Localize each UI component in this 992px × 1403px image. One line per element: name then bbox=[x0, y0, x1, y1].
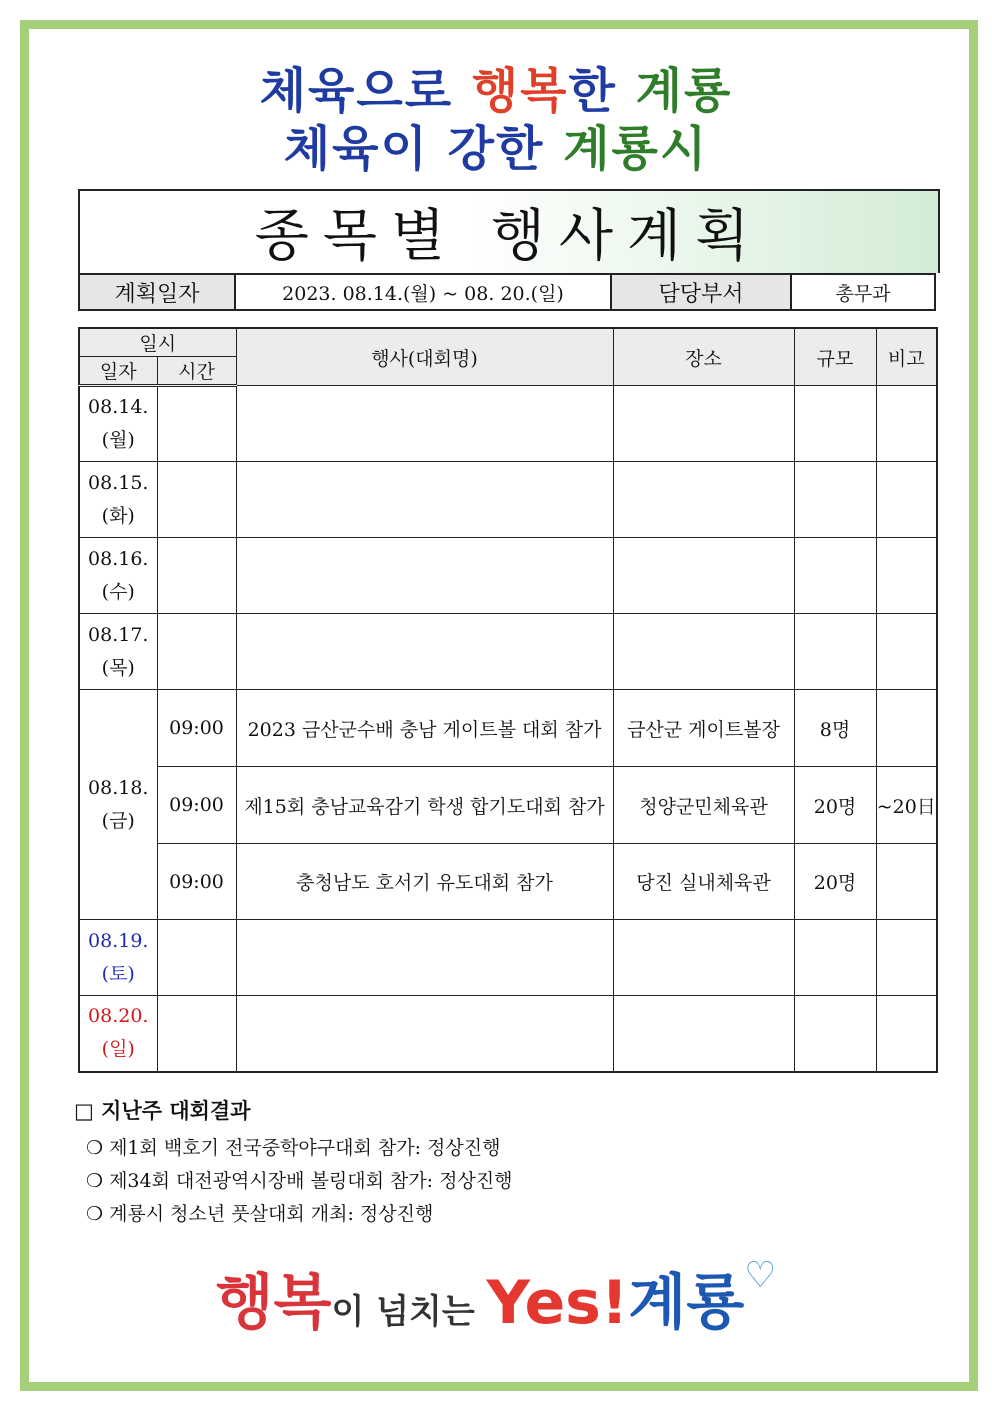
slogan-part: 체육 bbox=[283, 121, 381, 177]
header-time: 시간 bbox=[157, 357, 236, 386]
event-place: 금산군 게이트볼장 bbox=[613, 690, 794, 767]
result-item: ❍ 계룡시 청소년 풋살대회 개최: 정상진행 bbox=[86, 1203, 434, 1225]
event-name: 제15회 충남교육감기 학생 합기도대회 참가 bbox=[236, 767, 613, 844]
event-scale: 8명 bbox=[794, 690, 876, 767]
day-of-week: (토) bbox=[101, 962, 135, 985]
dept-label: 담당부서 bbox=[611, 274, 791, 310]
footer-slogan-part: Yes! bbox=[486, 1268, 629, 1338]
table-row bbox=[79, 767, 937, 844]
event-scale: 20명 bbox=[794, 844, 876, 920]
date-cell bbox=[79, 462, 157, 538]
date: 08.14. bbox=[88, 396, 149, 418]
table-row bbox=[79, 614, 937, 690]
result-item: ❍ 제1회 백호기 전국중학야구대회 참가: 정상진행 bbox=[86, 1137, 501, 1159]
day-of-week: (화) bbox=[101, 504, 135, 527]
table-row bbox=[79, 844, 937, 920]
day-of-week: (월) bbox=[101, 429, 135, 451]
table-row bbox=[79, 386, 937, 462]
day-of-week: (금) bbox=[101, 809, 135, 832]
table-row bbox=[79, 920, 937, 996]
slogan-part: 계룡시 bbox=[563, 121, 709, 177]
date: 08.19. bbox=[88, 929, 149, 952]
date: 08.15. bbox=[88, 471, 149, 494]
footer-slogan-part: 이 넘치는 bbox=[331, 1292, 487, 1332]
table-row bbox=[79, 690, 937, 767]
table-row bbox=[79, 538, 937, 614]
results-heading: □ 지난주 대회결과 bbox=[74, 1099, 251, 1123]
plan-date-value: 2023. 08.14.(월) ~ 08. 20.(일) bbox=[235, 274, 611, 310]
table-row bbox=[79, 996, 937, 1072]
footer-slogan-part: 행복 bbox=[215, 1268, 332, 1338]
heart-icon: ♡ bbox=[744, 1255, 777, 1296]
event-place: 당진 실내체육관 bbox=[613, 844, 794, 920]
table-row bbox=[79, 462, 937, 538]
event-time: 09:00 bbox=[157, 690, 236, 767]
slogan-part: 한 bbox=[568, 63, 636, 119]
footer-slogan bbox=[0, 1255, 992, 1341]
event-place: 청양군민체육관 bbox=[613, 767, 794, 844]
date-cell bbox=[79, 614, 157, 690]
date: 08.16. bbox=[88, 547, 149, 570]
date-cell bbox=[79, 538, 157, 614]
date-cell bbox=[79, 690, 157, 920]
footer-slogan-part: 계룡 bbox=[628, 1268, 745, 1338]
header-scale: 규모 bbox=[794, 328, 876, 386]
slogan-part: 행복 bbox=[471, 63, 569, 119]
header-datetime: 일시 bbox=[79, 328, 236, 357]
event-note bbox=[876, 844, 937, 920]
result-item: ❍ 제34회 대전광역시장배 볼링대회 참가: 정상진행 bbox=[86, 1170, 513, 1192]
date-cell bbox=[79, 996, 157, 1072]
header-slogan-line2 bbox=[0, 110, 992, 179]
schedule-table bbox=[78, 327, 938, 1073]
event-note: ~20日 bbox=[876, 767, 937, 844]
slogan-part: 계룡 bbox=[635, 63, 733, 119]
day-of-week: (목) bbox=[101, 656, 135, 679]
event-time: 09:00 bbox=[157, 767, 236, 844]
date: 08.20. bbox=[88, 1005, 149, 1028]
page-title: 종목별 행사계획 bbox=[78, 189, 940, 273]
dept-value: 총무과 bbox=[791, 274, 935, 310]
slogan-part: 이 강한 bbox=[380, 121, 564, 177]
day-of-week: (수) bbox=[101, 580, 135, 603]
header-event: 행사(대회명) bbox=[236, 328, 613, 386]
header-date: 일자 bbox=[79, 357, 157, 386]
date: 08.17. bbox=[88, 623, 149, 646]
last-week-results bbox=[74, 1095, 513, 1232]
event-scale: 20명 bbox=[794, 767, 876, 844]
info-table bbox=[78, 273, 936, 311]
event-name: 2023 금산군수배 충남 게이트볼 대회 참가 bbox=[236, 690, 613, 767]
plan-date-label: 계획일자 bbox=[79, 274, 235, 310]
event-time: 09:00 bbox=[157, 844, 236, 920]
day-of-week: (일) bbox=[101, 1038, 135, 1061]
event-name: 충청남도 호서기 유도대회 참가 bbox=[236, 844, 613, 920]
date-cell bbox=[79, 920, 157, 996]
event-note bbox=[876, 690, 937, 767]
header-note: 비고 bbox=[876, 328, 937, 386]
header-place: 장소 bbox=[613, 328, 794, 386]
date: 08.18. bbox=[88, 776, 149, 799]
date-cell bbox=[79, 386, 157, 462]
slogan-part: 체육으로 bbox=[259, 63, 472, 119]
